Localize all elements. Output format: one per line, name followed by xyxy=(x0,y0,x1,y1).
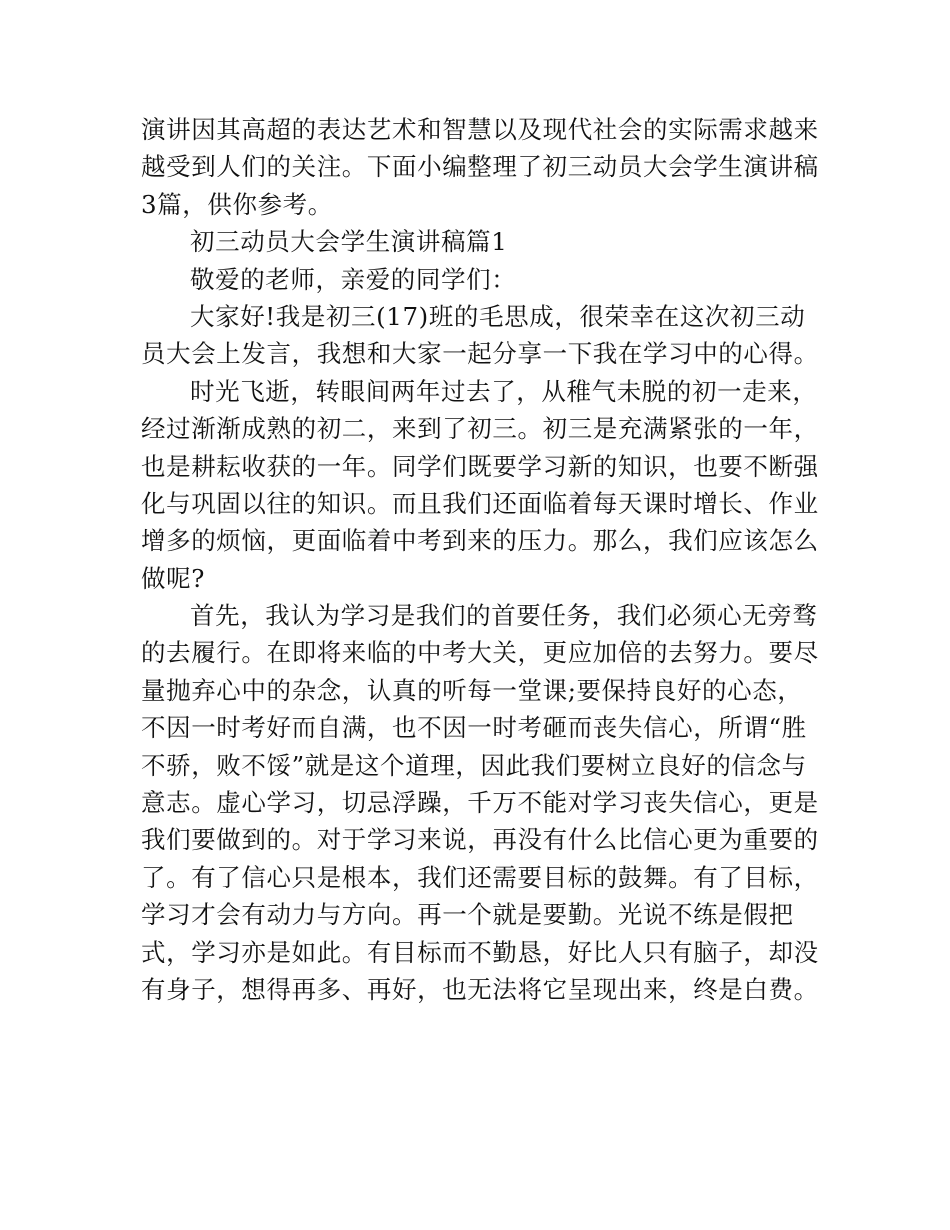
text-line: 做呢? xyxy=(141,563,205,593)
text-line: 意志。虚心学习，切忌浮躁，千万不能对学习丧失信心，更是 xyxy=(141,788,819,818)
text-line: 演讲因其高超的表达艺术和智慧以及现代社会的实际需求越来 xyxy=(141,115,819,144)
text-line: 3篇，供你参考。 xyxy=(141,189,333,219)
text-line: 了。有了信心只是根本，我们还需要目标的鼓舞。有了目标， xyxy=(141,862,819,892)
text-line: 员大会上发言，我想和大家一起分享一下我在学习中的心得。 xyxy=(141,339,819,369)
text-line: 也是耕耘收获的一年。同学们既要学习新的知识，也要不断强 xyxy=(141,451,819,481)
salutation: 敬爱的老师，亲爱的同学们： xyxy=(190,264,517,294)
section-heading: 初三动员大会学生演讲稿篇1 xyxy=(190,227,508,257)
text-line: 我们要做到的。对于学习来说，再没有什么比信心更为重要的 xyxy=(141,825,819,855)
text-line: 大家好!我是初三(17)班的毛思成，很荣幸在这次初三动 xyxy=(190,301,806,331)
text-line: 越受到人们的关注。下面小编整理了初三动员大会学生演讲稿 xyxy=(141,152,819,182)
text-line: 式，学习亦是如此。有目标而不勤恳，好比人只有脑子，却没 xyxy=(141,937,819,967)
text-line: 经过渐渐成熟的初二，来到了初三。初三是充满紧张的一年， xyxy=(141,414,819,444)
text-line: 不因一时考好而自满，也不因一时考砸而丧失信心，所谓“胜 xyxy=(141,713,807,743)
document-body xyxy=(141,111,819,1008)
text-line: 增多的烦恼，更面临着中考到来的压力。那么，我们应该怎么 xyxy=(141,526,819,556)
text-line: 不骄，败不馁”就是这个道理，因此我们要树立良好的信念与 xyxy=(141,750,807,780)
text-line: 首先，我认为学习是我们的首要任务，我们必须心无旁骛 xyxy=(190,601,818,631)
text-line: 时光飞逝，转眼间两年过去了，从稚气未脱的初一走来， xyxy=(190,376,818,406)
text-line: 化与巩固以往的知识。而且我们还面临着每天课时增长、作业 xyxy=(141,488,819,518)
text-line: 有身子，想得再多、再好，也无法将它呈现出来，终是白费。 xyxy=(141,974,819,1004)
text-line: 学习才会有动力与方向。再一个就是要勤。光说不练是假把 xyxy=(141,900,794,930)
text-line: 的去履行。在即将来临的中考大关，更应加倍的去努力。要尽 xyxy=(141,638,819,668)
text-line: 量抛弃心中的杂念，认真的听每一堂课;要保持良好的心态， xyxy=(141,675,803,705)
